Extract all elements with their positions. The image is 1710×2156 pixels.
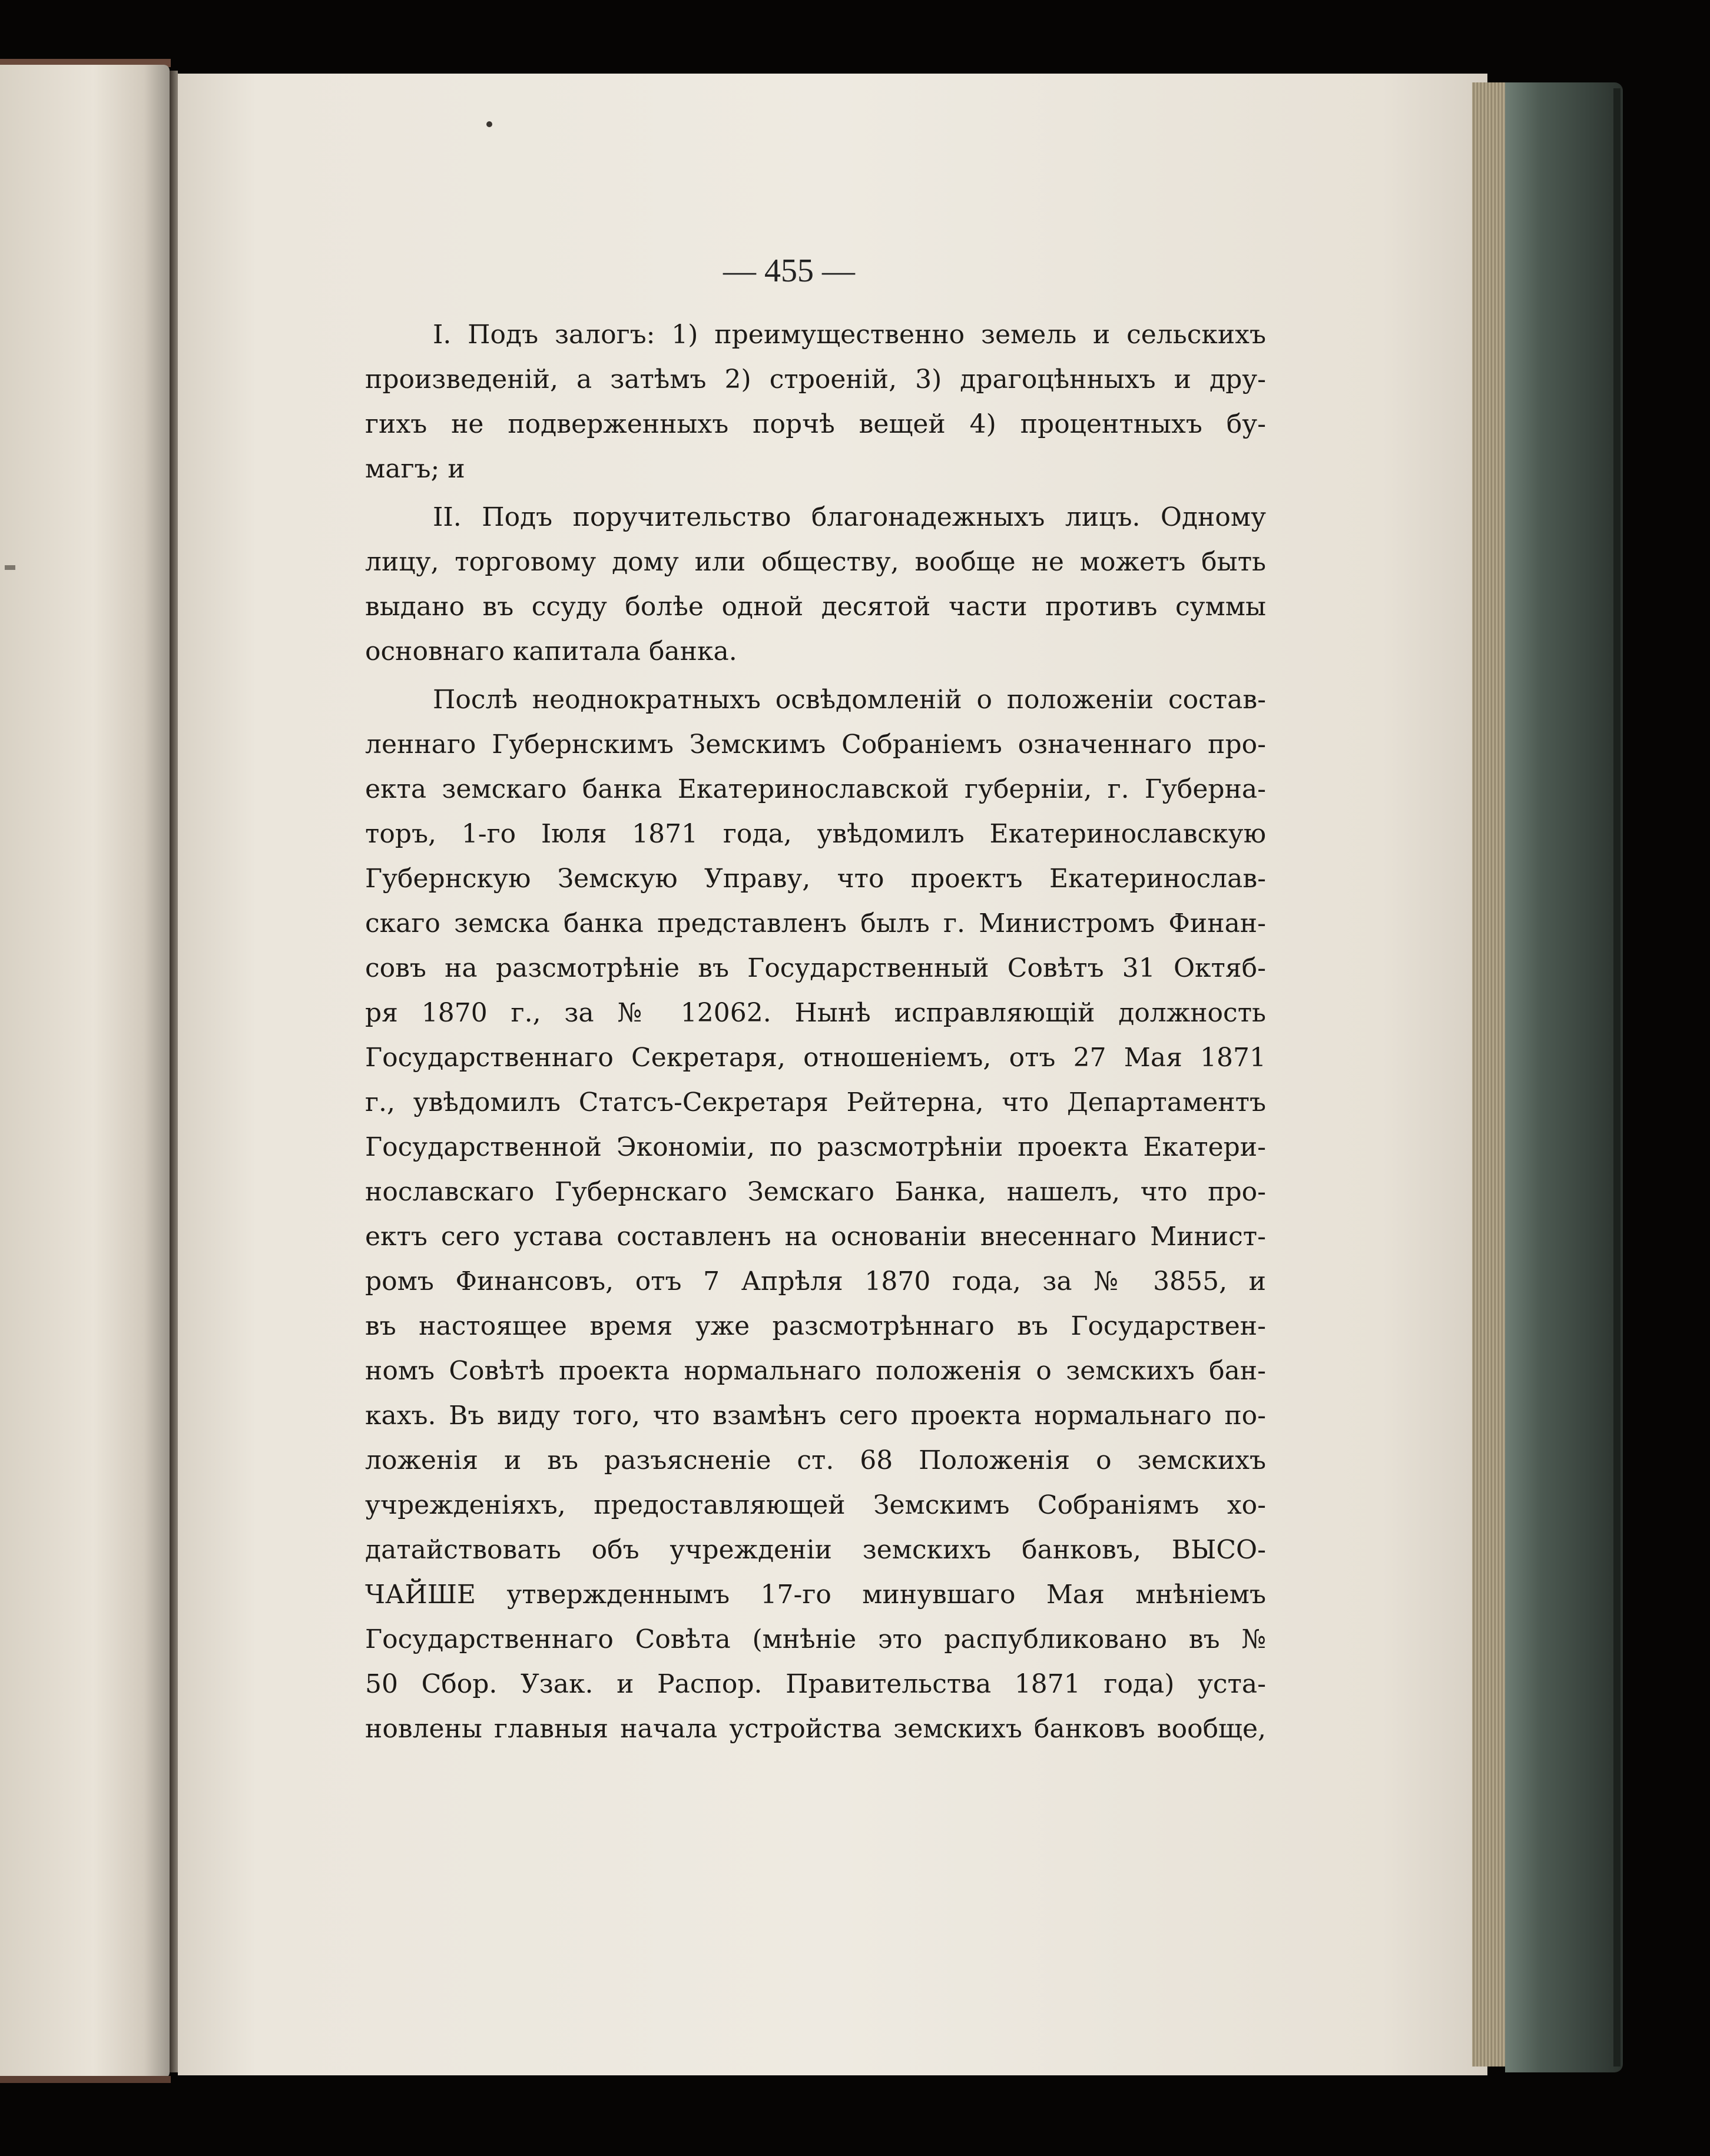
text-line: Послѣ неоднократныхъ освѣдомленій о положеніи состав- <box>433 685 1266 715</box>
text-line: ромъ Финансовъ, отъ 7 Апрѣля 1870 года, за № 3855, и <box>365 1266 1266 1296</box>
text-line: лицу, торговому дому или обществу, вообще не можетъ быть <box>365 547 1266 577</box>
text-line: ложенія и въ разъясненіе ст. 68 Положенія о земскихъ <box>365 1445 1266 1475</box>
text-line: ЧАЙШЕ утвержденнымъ 17-го минувшаго Мая мнѣніемъ <box>365 1580 1266 1610</box>
page-text <box>365 315 1266 1744</box>
page-number: — 455 — <box>723 253 855 289</box>
text-line: торъ, 1-го Іюля 1871 года, увѣдомилъ Екатеринославскую <box>365 819 1266 849</box>
ink-dot <box>486 121 492 127</box>
text-line: леннаго Губернскимъ Земскимъ Собраніемъ означеннаго про- <box>365 729 1266 759</box>
text-line: гихъ не подверженныхъ порчѣ вещей 4) процентныхъ бу- <box>365 409 1266 439</box>
page-stack-edge <box>1472 82 1507 2067</box>
text-line: датайствовать объ учрежденіи земскихъ банковъ, ВЫСО- <box>365 1535 1266 1565</box>
text-line: Государственнаго Совѣта (мнѣніе это распубликовано въ № <box>365 1624 1266 1654</box>
text-line: магъ; и <box>365 454 465 484</box>
text-line: I. Подъ залогъ: 1) преимущественно земель и сельскихъ <box>433 320 1266 350</box>
text-line: совъ на разсмотрѣніе въ Государственный Совѣтъ 31 Октяб- <box>365 953 1266 983</box>
book-cover-edge <box>1613 88 1620 2067</box>
book-gutter <box>170 71 178 2072</box>
left-page <box>0 65 170 2078</box>
text-line: кахъ. Въ виду того, что взамѣнъ сего проекта нормальнаго по- <box>365 1401 1266 1431</box>
text-line: Государственнаго Секретаря, отношеніемъ, отъ 27 Мая 1871 <box>365 1043 1266 1073</box>
text-line: произведеній, а затѣмъ 2) строеній, 3) драгоцѣнныхъ и дру- <box>365 364 1266 394</box>
text-line: Губернскую Земскую Управу, что проектъ Екатеринослав- <box>365 864 1266 894</box>
text-line: Государственной Экономіи, по разсмотрѣніи проекта Екатери- <box>365 1132 1266 1162</box>
margin-mark <box>5 565 15 570</box>
text-line: ектъ сего устава составленъ на основаніи внесеннаго Минист- <box>365 1222 1266 1252</box>
text-line: учрежденіяхъ, предоставляющей Земскимъ Собраніямъ хо- <box>365 1490 1266 1520</box>
text-line: выдано въ ссуду болѣе одной десятой части противъ суммы <box>365 592 1266 622</box>
text-line: ря 1870 г., за № 12062. Нынѣ исправляющій должность <box>365 998 1266 1028</box>
text-line: номъ Совѣтѣ проекта нормальнаго положенія о земскихъ бан- <box>365 1356 1266 1386</box>
text-line: екта земскаго банка Екатеринославской губерніи, г. Губерна- <box>365 774 1266 804</box>
book-cover <box>1505 82 1623 2072</box>
left-page-bottom-edge <box>0 2076 171 2083</box>
text-line: II. Подъ поручительство благонадежныхъ лицъ. Одному <box>433 502 1266 532</box>
text-line: нославскаго Губернскаго Земскаго Банка, нашелъ, что про- <box>365 1177 1266 1207</box>
text-line: 50 Сбор. Узак. и Распор. Правительства 1871 года) уста- <box>365 1669 1266 1699</box>
text-line: въ настоящее время уже разсмотрѣннаго въ Государствен- <box>365 1311 1266 1341</box>
text-line: г., увѣдомилъ Статсъ-Секретаря Рейтерна, что Департаментъ <box>365 1087 1266 1117</box>
text-line: скаго земска банка представленъ былъ г. Министромъ Финан- <box>365 908 1266 938</box>
text-line: новлены главныя начала устройства земскихъ банковъ вообще, <box>365 1714 1266 1744</box>
text-line: основнаго капитала банка. <box>365 636 737 666</box>
